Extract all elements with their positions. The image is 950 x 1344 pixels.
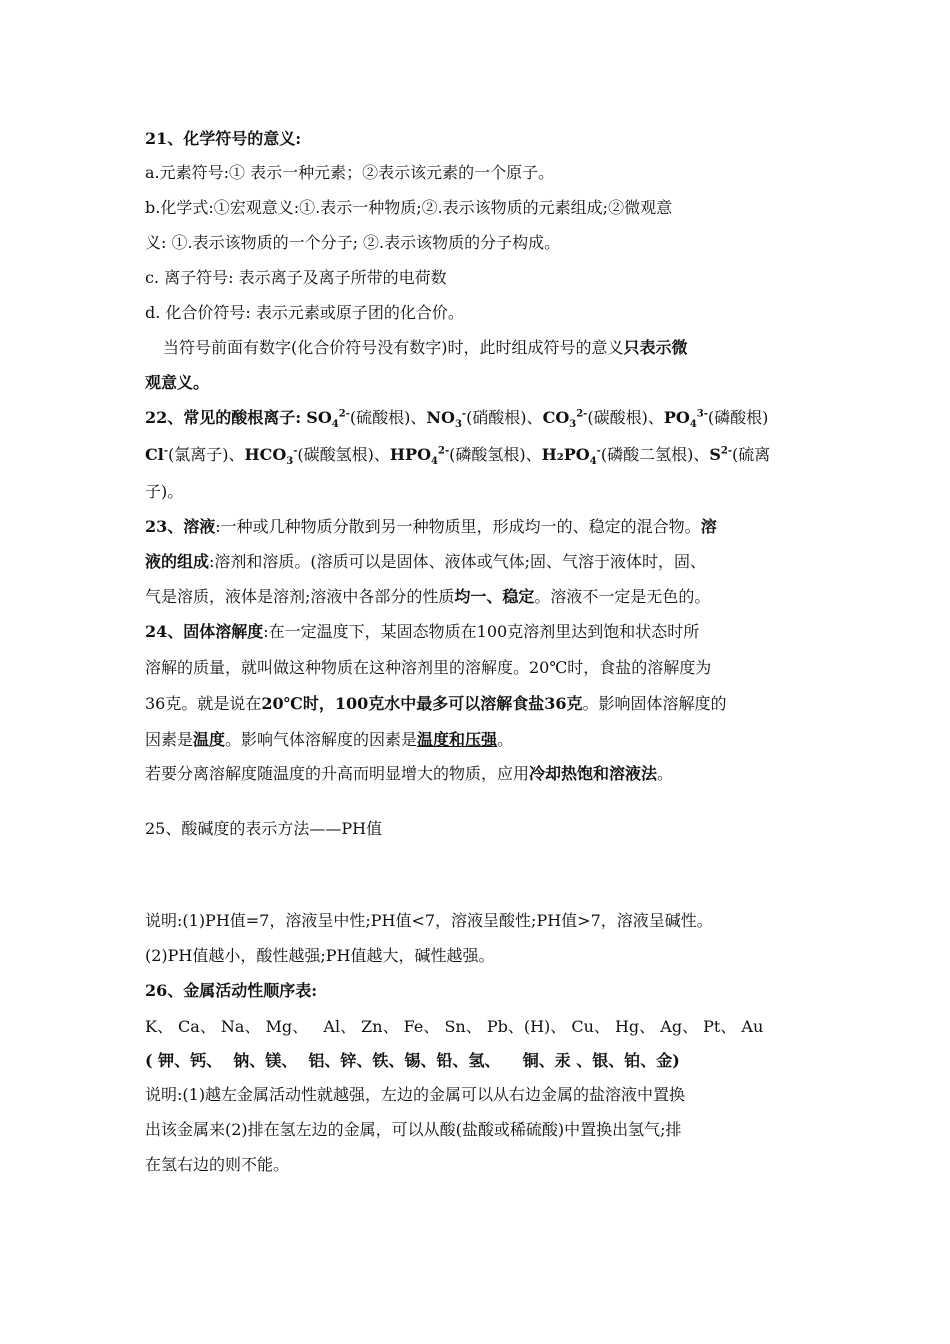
s21-note-text: 当符号前面有数字(化合价符号没有数字)时，此时组成符号的意义 <box>163 338 624 357</box>
ion-name: (氯离子) <box>167 445 229 464</box>
s24-line3 <box>145 693 727 715</box>
s26-note-2: 出该金属来(2)排在氢左边的金属，可以从酸(盐酸或稀硫酸)中置换出氢气;排 <box>145 1120 682 1139</box>
s26-metal-symbols: K、 Ca、 Na、 Mg、 Al、 Zn、 Fe、 Sn、 Pb、(H)、 Cu、 Hg、 Ag、 Pt、 Au <box>145 1017 764 1036</box>
ion-name: (硫离 <box>732 445 771 464</box>
s24-line4 <box>145 729 513 751</box>
ion-name: (磷酸根) <box>707 408 769 427</box>
ion-formula: $CO_3^{2-}$ <box>542 408 588 431</box>
s23-line3 <box>145 586 710 608</box>
s24-text-3c: 。影响固体溶解度的 <box>582 694 727 713</box>
s21-line-b1: b.化学式:①宏观意义:①.表示一种物质;②.表示该物质的元素组成;②微观意 <box>145 198 673 217</box>
s24-text-5a: 若要分离溶解度随温度的升高而明显增大的物质，应用 <box>145 764 530 783</box>
section-25-title: 25、酸碱度的表示方法——PH值 <box>145 819 383 838</box>
s25-note-2: (2)PH值越小，酸性越强;PH值越大，碱性越强。 <box>145 946 495 965</box>
s21-line-c: c. 离子符号: 表示离子及离子所带的电荷数 <box>145 268 447 287</box>
ion-formula: $HCO_3^-$ <box>244 445 298 468</box>
section-22-title: 22、常见的酸根离子: <box>145 408 302 427</box>
s21-line-a: a.元素符号:① 表示一种元素；②表示该元素的一个原子。 <box>145 163 555 182</box>
ion-name: (磷酸氢根) <box>449 445 526 464</box>
s26-note-1: 说明:(1)越左金属活动性就越强，左边的金属可以从右边金属的盐溶液中置换 <box>145 1085 686 1104</box>
s24-text-5b: 冷却热饱和溶液法 <box>529 764 658 783</box>
s26-note-3: 在氢右边的则不能。 <box>145 1155 290 1174</box>
ion-formula: $PO_4^{3-}$ <box>663 408 708 431</box>
ion-name: (碳酸氢根) <box>297 445 374 464</box>
section-23-title: 23、溶液 <box>145 517 216 536</box>
s21-line-d: d. 化合价符号: 表示元素或原子团的化合价。 <box>145 303 464 322</box>
s24-text-5c: 。 <box>657 764 674 783</box>
s23-comp-label: 液的组成 <box>145 552 210 571</box>
section-21-title: 21、化学符号的意义: <box>145 129 302 148</box>
s24-text-4d: 温度和压强 <box>417 730 498 749</box>
s24-line1 <box>145 621 699 643</box>
s21-line-b2: 义: ①.表示该物质的一个分子; ②.表示该物质的分子构成。 <box>145 233 561 252</box>
ion-name: (碳酸根) <box>587 408 648 427</box>
ion-formula: $HPO_4^{2-}$ <box>389 445 450 468</box>
s23-text-bold: 均一、稳定 <box>454 587 535 606</box>
ion-formula: Cl- <box>145 445 168 464</box>
s24-text-3b: 20℃时，100克水中最多可以溶解食盐36克 <box>261 694 583 713</box>
s24-text-4e: 。 <box>497 730 514 749</box>
s23-definition: :一种或几种物质分散到另一种物质里，形成均一的、稳定的混合物。 <box>215 517 701 536</box>
s24-text-1: :在一定温度下，某固态物质在100克溶剂里达到饱和状态时所 <box>263 622 700 641</box>
s21-note-bold: 只表示微 <box>623 338 688 357</box>
s23-text-c: 。溶液不一定是无色的。 <box>534 587 711 606</box>
s24-text-4b: 温度 <box>193 730 226 749</box>
s23-comp-text: :溶剂和溶质。(溶质可以是固体、液体或气体;固、气溶于液体时，固、 <box>209 552 707 571</box>
section-24-title: 24、固体溶解度 <box>145 622 264 641</box>
s24-text-4a: 因素是 <box>145 730 194 749</box>
s21-note-line1 <box>163 337 688 359</box>
s23-comp-label-start: 溶 <box>700 517 717 536</box>
s25-note-1: 说明:(1)PH值=7，溶液呈中性;PH值<7，溶液呈酸性;PH值>7，溶液呈碱性。 <box>145 911 713 930</box>
s24-text-3a: 36克。就是说在 <box>145 694 262 713</box>
ion-formula: $H_2PO_4^-$ <box>541 445 601 468</box>
s22-line2: Cl-(氯离子)、$HCO_3^-$(碳酸氢根)、$HPO_4^{2-}$(磷酸氢根)、$H_2PO_4^-$(磷酸二氢根)、$S^{2-}$(硫离 <box>145 445 771 468</box>
ion-formula: $SO_4^{2-}$ <box>306 408 350 431</box>
ion-name: (硝酸根) <box>466 408 527 427</box>
s22-line3: 子)。 <box>145 482 184 501</box>
s21-note-line2: 观意义。 <box>145 373 210 392</box>
section-26-title: 26、金属活动性顺序表: <box>145 981 318 1000</box>
s26-metal-names: ( 钾、钙、 钠、镁、 铝、锌、铁、锡、铅、氢、 铜、汞 、银、铂、金) <box>145 1051 680 1070</box>
s23-text-a: 气是溶质，液体是溶剂;溶液中各部分的性质 <box>145 587 455 606</box>
ion-name: (磷酸二氢根) <box>600 445 694 464</box>
s22-line1: 22、常见的酸根离子: $SO_4^{2-}$(硫酸根)、$NO_3^-$(硝酸根)、$CO_3^{2-}$(碳酸根)、$PO_4^{3-}$(磷酸根) <box>145 408 769 431</box>
s23-line2 <box>145 551 706 573</box>
s24-text-4c: 。影响气体溶解度的因素是 <box>225 730 418 749</box>
ion-formula: $NO_3^-$ <box>426 408 467 431</box>
s23-line1 <box>145 516 717 538</box>
ion-formula: $S^{2-}$ <box>709 445 733 464</box>
ion-name: (硫酸根) <box>349 408 411 427</box>
s24-line5 <box>145 763 673 785</box>
s24-line2: 溶解的质量，就叫做这种物质在这种溶剂里的溶解度。20℃时，食盐的溶解度为 <box>145 658 712 677</box>
